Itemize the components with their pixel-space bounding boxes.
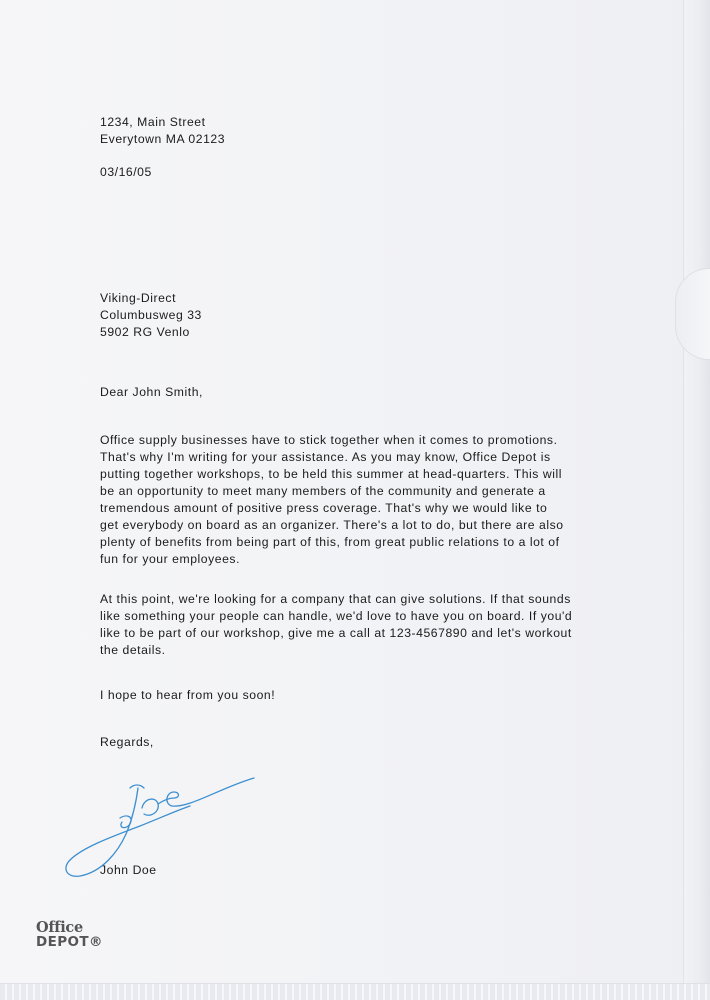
regards [100,734,154,751]
body-paragraph-2 [100,591,572,659]
paragraph-line: the details. [100,643,166,657]
regards-text: Regards, [100,735,154,749]
body-paragraph-1 [100,432,564,568]
paragraph-line: like to be part of our workshop, give me a call at 123-4567890 and let's workout [100,626,572,640]
date-text: 03/16/05 [100,165,152,179]
paragraph-line: putting together workshops, to be held this summer at head-quarters. This will [100,467,562,481]
paragraph-line: get everybody on board as an organizer. There's a lot to do, but there are also [100,518,564,532]
office-depot-logo [36,920,103,950]
paragraph-line: Office supply businesses have to stick together when it comes to promotions. [100,433,558,447]
sender-address [100,114,225,148]
logo-line-1: Office [36,919,83,936]
paragraph-line: fun for your employees. [100,552,241,566]
paragraph-line: That's why I'm writing for your assistance. As you may know, Office Depot is [100,450,551,464]
handwritten-signature [60,768,260,883]
paragraph-line: At this point, we're looking for a company that can give solutions. If that sounds [100,592,571,606]
closing-text: I hope to hear from you soon! [100,688,276,702]
letter-date [100,164,152,181]
sender-address-line: 1234, Main Street [100,115,206,129]
salutation [100,384,203,401]
sender-address-line: Everytown MA 02123 [100,132,226,146]
folder-thumb-notch [675,268,710,360]
folder-bottom-seam [0,983,710,1000]
recipient-address-line: Columbusweg 33 [100,308,202,322]
recipient-address-line: Viking-Direct [100,291,177,305]
salutation-text: Dear John Smith, [100,385,203,399]
recipient-address [100,290,202,341]
paragraph-line: like something your people can handle, we'd love to have you on board. If you'd [100,609,573,623]
recipient-address-line: 5902 RG Venlo [100,325,190,339]
paragraph-line: tremendous amount of positive press coverage. That's why we would like to [100,501,548,515]
logo-line-2: DEPOT® [36,934,103,950]
closing-line [100,687,275,704]
paragraph-line: be an opportunity to meet many members of the community and generate a [100,484,546,498]
folder-edge [683,0,710,1000]
paragraph-line: plenty of benefits from being part of this, from great public relations to a lot of [100,535,560,549]
signer-name-text: John Doe [100,863,157,877]
